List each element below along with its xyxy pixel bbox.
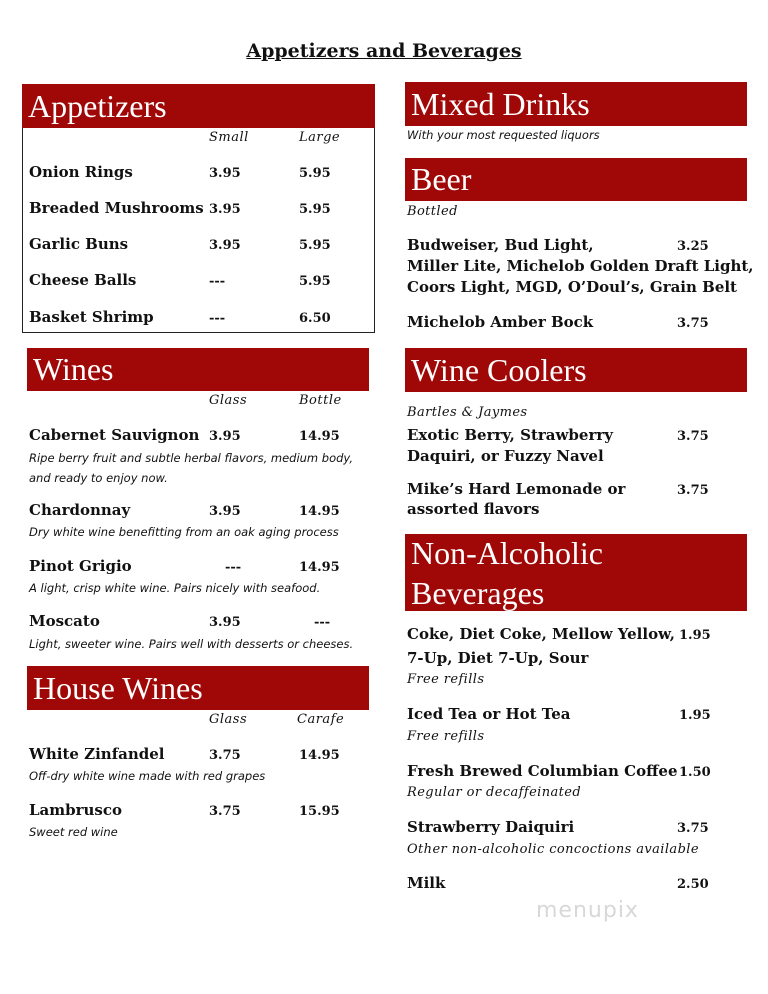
- wine-coolers-subtitle: Bartles & Jaymes: [407, 405, 528, 420]
- appetizers-heading: Appetizers: [22, 84, 375, 128]
- beer-price: 3.75: [677, 316, 709, 331]
- menupix-watermark: menupix: [536, 898, 639, 923]
- wine-coolers-heading: Wine Coolers: [405, 348, 747, 392]
- mixed-drinks-subtitle: With your most requested liquors: [407, 128, 600, 142]
- non-alcoholic-heading: [405, 534, 747, 611]
- wine-description: Ripe berry fruit and subtle herbal flavors, medium body, and ready to enjoy now.: [29, 451, 353, 485]
- appetizer-small-price: 3.95: [209, 166, 241, 181]
- wine-cooler-name: Exotic Berry, Strawberry: [407, 426, 613, 444]
- appetizer-large-price: 5.95: [299, 238, 331, 253]
- non-alcoholic-price: 3.75: [677, 821, 709, 836]
- beer-name: Michelob Amber Bock: [407, 313, 594, 331]
- appetizer-name: Onion Rings: [29, 163, 133, 181]
- house-wines-heading: House Wines: [27, 666, 369, 710]
- wine-description: Dry white wine benefitting from an oak aging process: [29, 525, 339, 539]
- house-wine-name: White Zinfandel: [29, 745, 165, 763]
- house-wine-description: Sweet red wine: [29, 825, 118, 839]
- wine-bottle-price: ---: [314, 615, 331, 630]
- non-alcoholic-description: Free refills: [407, 672, 485, 687]
- wine-cooler-price: 3.75: [677, 483, 709, 498]
- wine-glass-price: ---: [225, 560, 242, 575]
- appetizer-large-price: 6.50: [299, 311, 331, 326]
- non-alcoholic-name: Fresh Brewed Columbian Coffee: [407, 762, 678, 780]
- appetizers-col-small: Small: [209, 130, 249, 145]
- appetizer-name: Breaded Mushrooms: [29, 199, 204, 217]
- wine-cooler-price: 3.75: [677, 429, 709, 444]
- wine-description: A light, crisp white wine. Pairs nicely with seafood.: [29, 581, 321, 595]
- non-alcoholic-description: Free refills: [407, 729, 485, 744]
- appetizer-large-price: 5.95: [299, 202, 331, 217]
- non-alcoholic-description: Regular or decaffeinated: [407, 785, 582, 800]
- non-alcoholic-name: Coke, Diet Coke, Mellow Yellow,: [407, 625, 675, 643]
- non-alcoholic-price: 1.95: [679, 628, 711, 643]
- wines-col-bottle: Bottle: [299, 393, 342, 408]
- appetizer-name: Garlic Buns: [29, 235, 129, 253]
- beer-name: Budweiser, Bud Light,: [407, 236, 594, 254]
- wine-bottle-price: 14.95: [299, 504, 340, 519]
- wine-cooler-name-line2: assorted flavors: [407, 500, 540, 518]
- beer-heading: Beer: [405, 158, 747, 201]
- house-wine-carafe-price: 14.95: [299, 748, 340, 763]
- non-alcoholic-price: 2.50: [677, 877, 709, 892]
- non-alcoholic-name-line2: 7-Up, Diet 7-Up, Sour: [407, 649, 589, 667]
- house-wines-col-carafe: Carafe: [297, 712, 345, 727]
- wine-name: Moscato: [29, 612, 100, 630]
- non-alcoholic-heading-line1: Non-Alcoholic: [411, 534, 603, 571]
- wines-heading: Wines: [27, 348, 369, 391]
- house-wines-col-glass: Glass: [209, 712, 248, 727]
- appetizers-col-large: Large: [299, 130, 341, 145]
- page-title: Appetizers and Beverages: [246, 40, 522, 62]
- appetizer-small-price: 3.95: [209, 202, 241, 217]
- mixed-drinks-heading: Mixed Drinks: [405, 82, 747, 126]
- house-wine-name: Lambrusco: [29, 801, 123, 819]
- non-alcoholic-heading-line2: Beverages: [411, 574, 545, 611]
- wine-description: Light, sweeter wine. Pairs well with desserts or cheeses.: [29, 637, 354, 651]
- wine-glass-price: 3.95: [209, 429, 241, 444]
- house-wine-glass-price: 3.75: [209, 804, 241, 819]
- non-alcoholic-name: Strawberry Daiquiri: [407, 818, 575, 836]
- appetizer-name: Cheese Balls: [29, 271, 137, 289]
- wine-bottle-price: 14.95: [299, 560, 340, 575]
- wine-name: Pinot Grigio: [29, 557, 132, 575]
- wine-bottle-price: 14.95: [299, 429, 340, 444]
- wine-cooler-name-line2: Daquiri, or Fuzzy Navel: [407, 447, 604, 465]
- non-alcoholic-price: 1.95: [679, 708, 711, 723]
- non-alcoholic-name: Iced Tea or Hot Tea: [407, 705, 571, 723]
- non-alcoholic-description: Other non-alcoholic concoctions available: [407, 842, 699, 857]
- wine-glass-price: 3.95: [209, 615, 241, 630]
- beer-subtitle: Bottled: [407, 204, 458, 219]
- appetizer-name: Basket Shrimp: [29, 308, 154, 326]
- wine-name: Cabernet Sauvignon: [29, 426, 200, 444]
- appetizer-small-price: ---: [209, 274, 226, 289]
- wine-glass-price: 3.95: [209, 504, 241, 519]
- beer-name-line3: Coors Light, MGD, O’Doul’s, Grain Belt: [407, 278, 737, 296]
- non-alcoholic-name: Milk: [407, 874, 446, 892]
- appetizer-large-price: 5.95: [299, 274, 331, 289]
- house-wine-carafe-price: 15.95: [299, 804, 340, 819]
- non-alcoholic-price: 1.50: [679, 765, 711, 780]
- wines-col-glass: Glass: [209, 393, 248, 408]
- appetizer-large-price: 5.95: [299, 166, 331, 181]
- appetizer-small-price: 3.95: [209, 238, 241, 253]
- beer-price: 3.25: [677, 239, 709, 254]
- beer-name-line2: Miller Lite, Michelob Golden Draft Light,: [407, 257, 754, 275]
- wine-cooler-name: Mike’s Hard Lemonade or: [407, 480, 626, 498]
- appetizer-small-price: ---: [209, 311, 226, 326]
- house-wine-glass-price: 3.75: [209, 748, 241, 763]
- wine-name: Chardonnay: [29, 501, 131, 519]
- house-wine-description: Off-dry white wine made with red grapes: [29, 769, 266, 783]
